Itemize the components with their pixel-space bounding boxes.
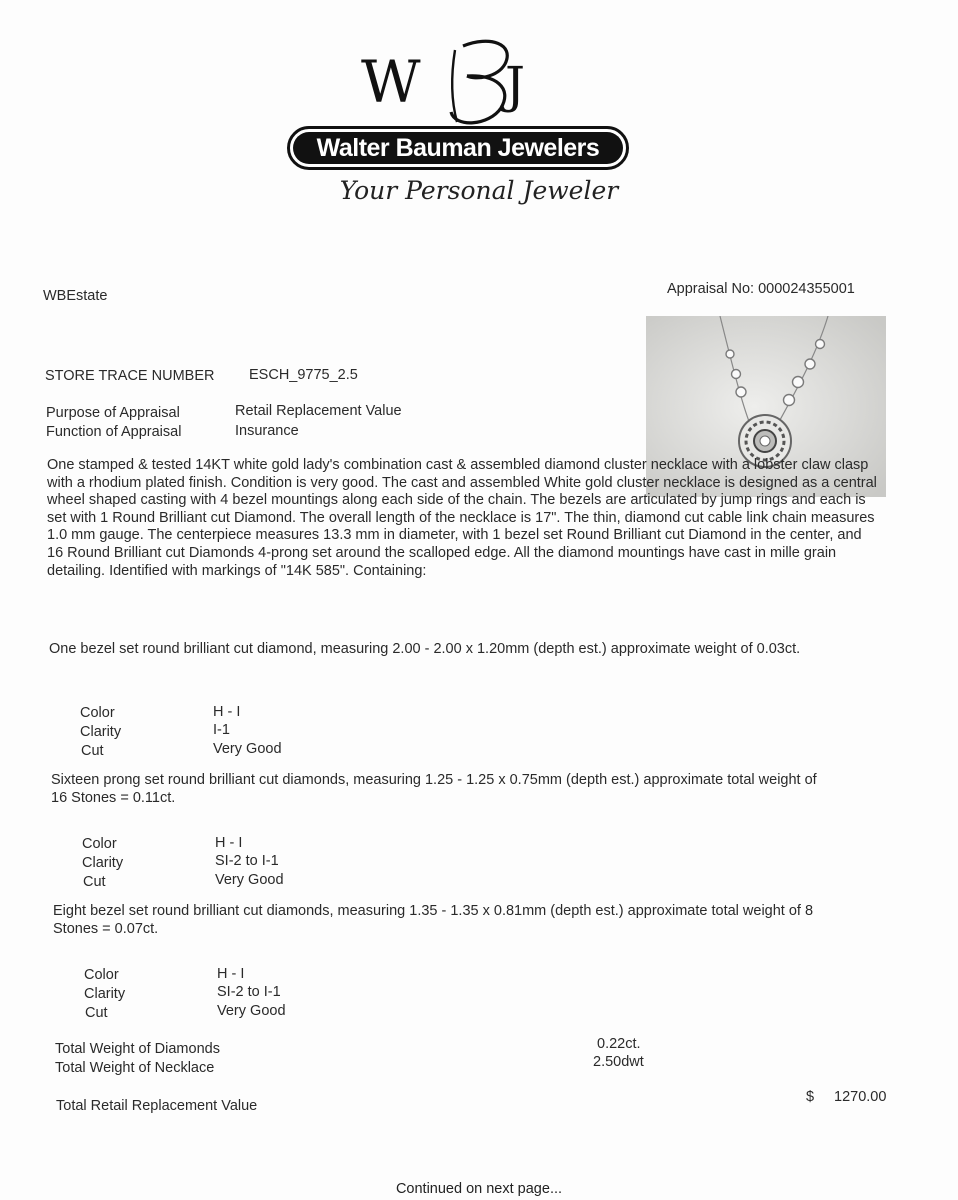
appraisal-number [667,281,855,297]
stone-group-3-description: Eight bezel set round brilliant cut diamonds, measuring 1.35 - 1.35 x 0.81mm (depth est.) approximate total weight of 8 Stones = 0.07ct. [53,903,814,937]
stone-group-1-clarity-label: Clarity [80,724,122,740]
stone-group-3-color-label: Color [84,967,119,983]
source-label: WBEstate [43,288,108,304]
stone-group-2-clarity-label: Clarity [82,855,124,871]
stone-group-2-description: Sixteen prong set round brilliant cut diamonds, measuring 1.25 - 1.25 x 0.75mm (depth est.) approximate total weight of 16 Stones = 0.11ct. [51,772,817,806]
stone-group-1-cut: Very Good [213,741,282,757]
stone-group-3-clarity: SI-2 to I-1 [217,984,281,1000]
total-retail-currency: $ [806,1089,815,1105]
stone-group-1-clarity: I-1 [213,722,230,738]
total-necklace-label: Total Weight of Necklace [55,1060,215,1076]
appraisal-number-value: 000024355001 [758,281,855,297]
stone-group-1-cut-label: Cut [81,743,104,759]
total-diamonds-value: 0.22ct. [597,1036,641,1052]
stone-group-2-clarity: SI-2 to I-1 [215,853,279,869]
company-logo-monogram [355,30,555,130]
purpose-value: Retail Replacement Value [235,403,402,419]
function-value: Insurance [235,423,299,439]
stone-group-3-clarity-label: Clarity [84,986,126,1002]
total-retail-value: 1270.00 [834,1089,887,1105]
stone-group-1-color-label: Color [80,705,115,721]
stone-group-2-color: H - I [215,835,243,851]
company-logo-badge [287,126,629,170]
stone-group-2-cut: Very Good [215,872,284,888]
appraisal-number-label: Appraisal No: [667,281,755,297]
continued-note: Continued on next page... [395,1181,563,1197]
purpose-label: Purpose of Appraisal [46,405,180,421]
function-label: Function of Appraisal [46,424,182,440]
stone-group-3-cut-label: Cut [85,1005,108,1021]
total-necklace-value: 2.50dwt [593,1054,644,1070]
stone-group-2-cut-label: Cut [83,874,106,890]
store-trace-label: STORE TRACE NUMBER [45,368,215,384]
svg-text:J: J [505,56,526,114]
store-trace-number: ESCH_9775_2.5 [249,367,358,383]
total-diamonds-label: Total Weight of Diamonds [55,1041,220,1057]
stone-group-3-color: H - I [217,966,245,982]
total-retail-label: Total Retail Replacement Value [56,1098,258,1114]
svg-text:W: W [361,48,421,116]
stone-group-1-description: One bezel set round brilliant cut diamond, measuring 2.00 - 2.00 x 1.20mm (depth est.) approximate weight of 0.03ct. [49,641,801,657]
item-description: One stamped & tested 14KT white gold lady's combination cast & assembled diamond cluster necklace with a lobster claw clasp with a rhodium plated finish. Condition is very good. The cast and assembled White gold cluster necklace is designed as a central wheel shaped casting with 4 bezel mountings along each side of the chain. The bezels are articulated by jump rings and each is set with 1 Round Brilliant cut Diamond. The overall length of the necklace is 17". The thin, diamond cut cable link chain measures 1.0 mm gauge. The centerpiece measures 13.3 mm in diameter, with 1 bezel set Round Brilliant cut Diamond in the center, and 16 Round Brilliant cut Diamonds 4-prong set around the scalloped edge. All the diamond mountings have cast in mille grain detailing. Identified with markings of "14K 585". Containing: [47,457,877,579]
stone-group-2-color-label: Color [82,836,117,852]
stone-group-3-cut: Very Good [217,1003,286,1019]
company-name: Walter Bauman Jewelers [293,132,623,164]
stone-group-1-color: H - I [213,704,241,720]
company-tagline: Your Personal Jeweler [339,176,619,205]
